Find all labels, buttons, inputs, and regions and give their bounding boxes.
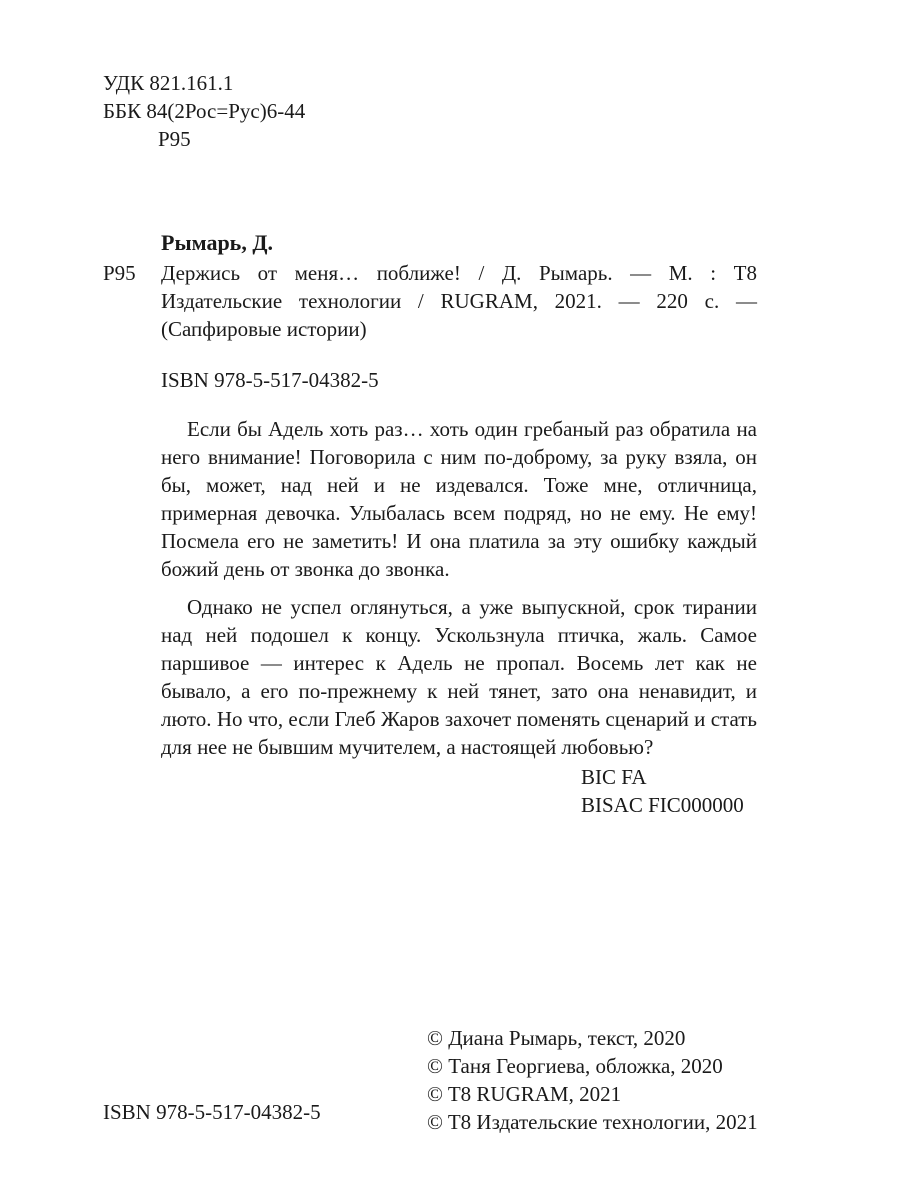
- author-mark: Р95: [158, 127, 191, 151]
- classification-block: [103, 69, 305, 153]
- annotation-paragraph: Однако не успел оглянуться, а уже выпускной, срок тирании над ней подошел к концу. Ускользнула птичка, жаль. Самое паршивое — интерес к Адель не пропал. Восемь лет как не бывало, а его по-прежнему к ней тянет, зато она ненавидит, и люто. Но что, если Глеб Жаров захочет поменять сценарий и стать для нее не бывшим мучителем, а настоящей любовью?: [161, 595, 757, 759]
- isbn-main: ISBN 978-5-517-04382-5: [161, 368, 379, 392]
- copyright-line: © T8 RUGRAM, 2021: [427, 1082, 622, 1106]
- bic-code: BIC FA: [581, 765, 647, 789]
- copyright-line: © Диана Рымарь, текст, 2020: [427, 1026, 686, 1050]
- copyright-line: © Таня Георгиева, обложка, 2020: [427, 1054, 723, 1078]
- isbn-bottom: ISBN 978-5-517-04382-5: [103, 1100, 321, 1124]
- entry-code: Р95: [103, 261, 136, 285]
- copyright-line: © T8 Издательские технологии, 2021: [427, 1110, 758, 1134]
- copyright-block: [427, 1024, 758, 1136]
- bibliographic-description: Держись от меня… поближе! / Д. Рымарь. — М. : T8 Издательские технологии / RUGRAM, 2021. — 220 с. — (Сапфировые истории): [161, 261, 757, 341]
- annotation: [161, 415, 757, 771]
- subject-codes: [581, 763, 744, 819]
- udk-code: УДК 821.161.1: [103, 71, 234, 95]
- bbk-code: ББК 84(2Рос=Рус)6-44: [103, 99, 306, 123]
- annotation-paragraph: Если бы Адель хоть раз… хоть один гребаный раз обратила на него внимание! Поговорила с ним по-доброму, за руку взяла, он бы, может, над ней и не издевался. Тоже мне, отличница, примерная девочка. Улыбалась всем подряд, но не ему. Не ему! Посмела его не заметить! И она платила за эту ошибку каждый божий день от звонка до звонка.: [161, 417, 757, 581]
- author-heading: Рымарь, Д.: [161, 230, 273, 255]
- bisac-code: BISAC FIC000000: [581, 793, 744, 817]
